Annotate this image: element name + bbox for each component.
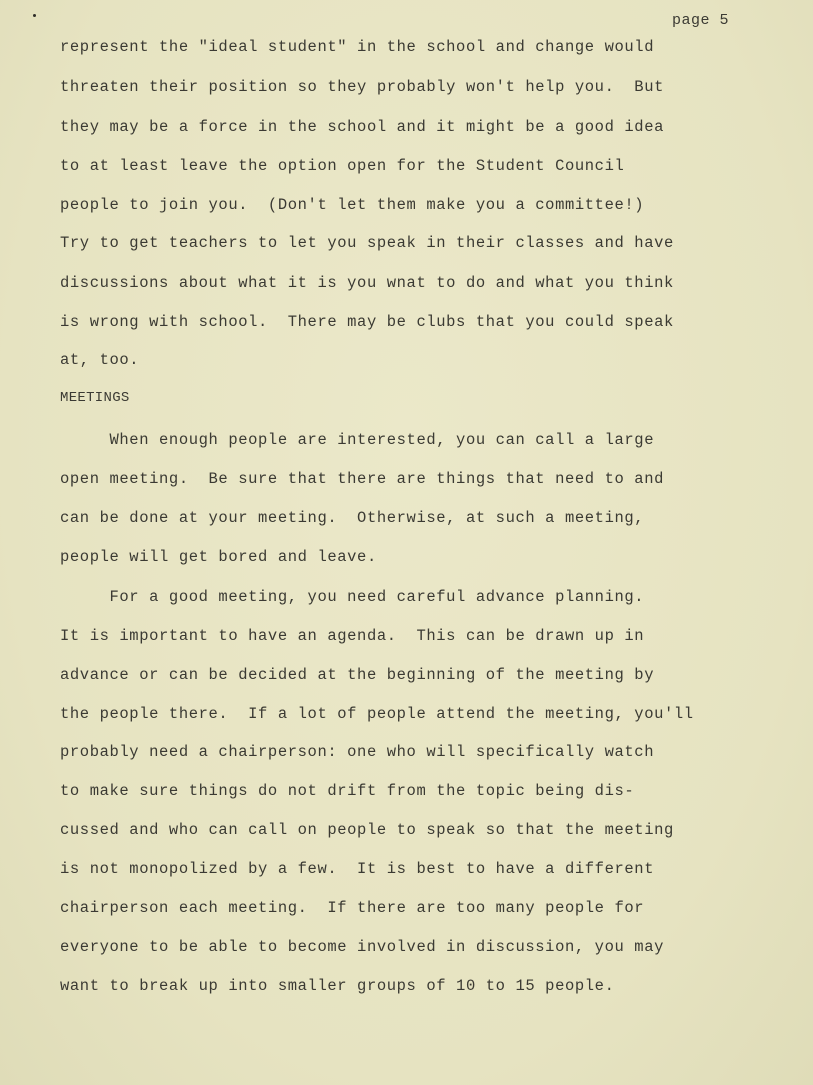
text-line: to at least leave the option open for the Student Council (60, 157, 625, 175)
text-line: Try to get teachers to let you speak in their classes and have (60, 234, 674, 252)
text-line: It is important to have an agenda. This can be drawn up in (60, 627, 645, 645)
text-line: people will get bored and leave. (60, 548, 377, 566)
text-line: can be done at your meeting. Otherwise, at such a meeting, (60, 509, 645, 527)
text-line: to make sure things do not drift from the topic being dis- (60, 782, 635, 800)
text-line: everyone to be able to become involved in discussion, you may (60, 938, 664, 956)
text-line: When enough people are interested, you can call a large (60, 431, 655, 449)
text-line: discussions about what it is you wnat to do and what you think (60, 274, 674, 292)
section-heading: MEETINGS (60, 390, 130, 406)
text-line: For a good meeting, you need careful advance planning. (60, 588, 645, 606)
text-line: open meeting. Be sure that there are things that need to and (60, 470, 664, 488)
text-line: want to break up into smaller groups of 10 to 15 people. (60, 977, 615, 995)
text-line: cussed and who can call on people to speak so that the meeting (60, 821, 674, 839)
text-line: at, too. (60, 351, 140, 369)
text-line: probably need a chairperson: one who will specifically watch (60, 743, 655, 761)
text-line: is not monopolized by a few. It is best to have a different (60, 860, 655, 878)
text-line: threaten their position so they probably won't help you. But (60, 78, 664, 96)
page-number: page 5 (672, 12, 730, 29)
text-line: they may be a force in the school and it might be a good idea (60, 118, 664, 136)
ink-speck (33, 14, 36, 17)
text-line: chairperson each meeting. If there are too many people for (60, 899, 645, 917)
text-line: people to join you. (Don't let them make you a committee!) (60, 196, 645, 214)
text-line: the people there. If a lot of people attend the meeting, you'll (60, 705, 694, 723)
text-line: advance or can be decided at the beginning of the meeting by (60, 666, 655, 684)
text-line: represent the "ideal student" in the school and change would (60, 38, 655, 56)
text-line: is wrong with school. There may be clubs that you could speak (60, 313, 674, 331)
